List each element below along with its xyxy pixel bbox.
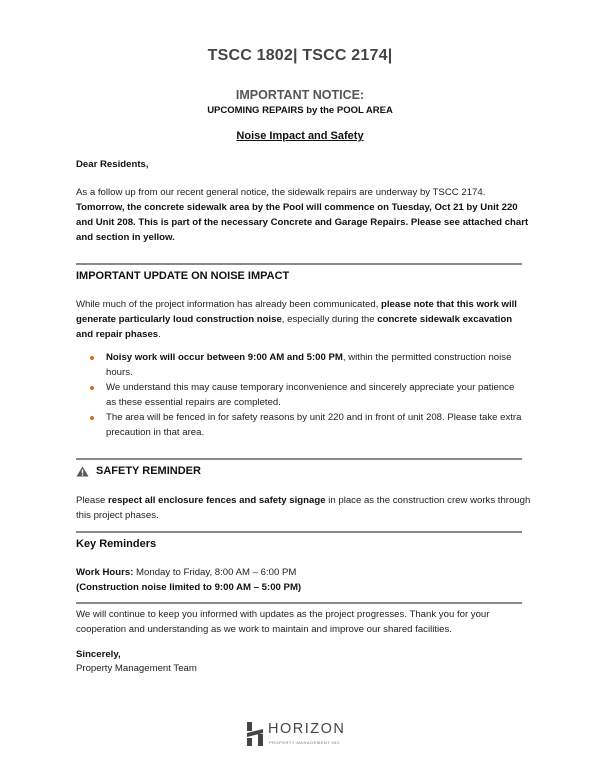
bullet-text: The area will be fenced in for safety reasons by unit 220 and in front of unit 208. Please take extra precaution in that area. [106, 412, 522, 438]
bullet-text: We understand this may cause temporary inconvenience and sincerely appreciate your patience as these essential repairs are completed. [106, 382, 515, 408]
intro-bold-text: Tomorrow, the concrete sidewalk area by the Pool will commence on Tuesday, Oct 21 by Unit 220 and Unit 208. This is part of the necessary Concrete and Garage Repairs. Please see attached chart and section in yellow. [76, 202, 529, 243]
horizon-logo-icon [246, 722, 264, 746]
noise-impact-heading: IMPORTANT UPDATE ON NOISE IMPACT [76, 270, 290, 282]
divider [76, 263, 522, 265]
logo-tagline: PROPERTY MANAGEMENT INC [269, 740, 341, 745]
bullet-icon [90, 356, 94, 360]
bullet-icon [90, 386, 94, 390]
safety-text: Please [76, 495, 108, 506]
noise-bold-text: concrete sidewalk excavation and repair phases [76, 314, 513, 340]
safety-heading-text: SAFETY REMINDER [96, 465, 201, 477]
noise-text: While much of the project information has already been communicated, [76, 299, 382, 310]
safety-heading [76, 465, 201, 477]
notice-subtitle: UPCOMING REPAIRS by the POOL AREA [207, 105, 393, 116]
signature: Property Management Team [76, 663, 197, 674]
bullet-text: , within the permitted construction noise hours. [106, 352, 512, 378]
noise-paragraph [76, 297, 531, 342]
safety-text: in place as the construction crew works through this project phases. [76, 495, 531, 521]
intro-normal-text: As a follow up from our recent general notice, the sidewalk repairs are underway by TSCC 2174. [76, 187, 486, 198]
noise-text: , especially during the [281, 314, 378, 325]
section-title: Noise Impact and Safety [236, 130, 364, 142]
bullet-item [82, 350, 527, 380]
bullet-bold-text: Noisy work will occur between 9:00 AM and 5:00 PM [106, 352, 343, 363]
bullet-icon [90, 416, 94, 420]
safety-paragraph [76, 493, 531, 523]
noise-bullet-list [82, 350, 527, 440]
key-reminders-heading: Key Reminders [76, 538, 157, 550]
divider [76, 458, 522, 460]
logo-wordmark: HORIZON [268, 721, 346, 737]
signoff: Sincerely, [76, 649, 121, 660]
closing-paragraph: We will continue to keep you informed with updates as the project progresses. Thank you for your cooperation and understanding as we work to maintain and improve our shared facilities. [76, 609, 490, 635]
safety-bold-text: respect all enclosure fences and safety signage [108, 495, 326, 506]
horizon-logo [246, 721, 366, 751]
intro-paragraph [76, 185, 531, 245]
bullet-item [82, 380, 527, 410]
work-hours-label: Work Hours: [76, 567, 134, 578]
divider [76, 602, 522, 604]
noise-text: . [158, 329, 161, 340]
greeting: Dear Residents, [76, 159, 149, 170]
warning-icon [76, 466, 89, 477]
bullet-item [82, 410, 527, 440]
divider [76, 531, 522, 533]
noise-bold-text: please note that this work will generate particularly loud construction noise [76, 299, 517, 325]
work-hours-value: Monday to Friday, 8:00 AM – 6:00 PM [133, 567, 297, 578]
work-hours [76, 565, 531, 580]
noise-limit-note: (Construction noise limited to 9:00 AM – 5:00 PM) [76, 582, 302, 593]
important-notice-heading: IMPORTANT NOTICE: [235, 88, 365, 102]
document-title: TSCC 1802| TSCC 2174| [207, 47, 393, 64]
